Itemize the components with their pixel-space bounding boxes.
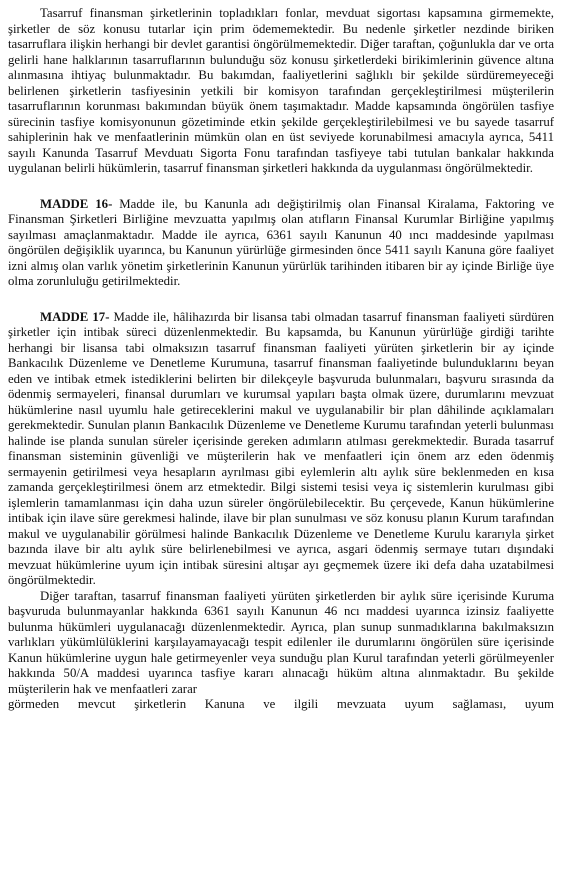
closing-paragraph: Diğer taraftan, tasarruf finansman faaliyeti yürüten şirketlerden bir aylık süre içerisinde Kuruma başvuruda bulunmayanlar hakkında 6361 sayılı Kanunun 46 ncı maddesi uyarınca izinsiz faaliyette bulunma hükümleri uygulanacağı düzenlenmektedir. Ayrıca, plan sunup sunmadıklarına bakılmaksızın varlıkları yükümlülüklerini karşılayamayacağı tespit edilenler ile durumlarını öngörülen süre içerisinde Kanun hükümlerine uygun hale getirmeyenler veya sunduğu plan Kurul tarafından yeterli görülmeyenler hakkında 50/A maddesi uyarınca tasfiye kararı alınacağı hüküm altına alınmaktadır. Bu şekilde müşterilerin hak ve menfaatleri zarar	[8, 588, 554, 696]
paragraph-spacer	[8, 290, 554, 310]
article-16-label: MADDE 16-	[40, 196, 113, 211]
closing-paragraph-last-line: görmeden mevcut şirketlerin Kanuna ve ilgili mevzuata uyum sağlaması, uyum	[8, 697, 554, 711]
document-body	[8, 6, 554, 713]
paragraph-spacer	[8, 177, 554, 197]
article-17-paragraph	[8, 310, 554, 589]
article-16-paragraph	[8, 197, 554, 290]
article-17-text: Madde ile, hâlihazırda bir lisansa tabi olmadan tasarruf finansman faaliyeti sürdüren şirketler için intibak süreci düzenlenmektedir. Bu kapsamda, bu Kanunun yürürlüğe girdiği tarihte herhangi bir lisansa tabi olmaksızın tasarruf finansman faaliyeti yürüten şirketlerin bir ay içinde Bankacılık Düzenleme ve Denetleme Kurumuna, tasarruf finansman faaliyetinde bulunduklarını beyan eden ve intibak etmek istediklerini belirten bir dilekçeyle başvuruda bulunmaları, başvuru sırasında da ödenmiş sermayeleri, finansal durumları ve kurumsal yapıları başta olmak üzere, durumlarını mevzuat hükümlerine nasıl uyumlu hale getireceklerini makul ve uygulanabilir bir plan dâhilinde açıklamaları gerekmektedir. Sunulan planın Bankacılık Düzenleme ve Denetleme Kurumu tarafından yeterli bulunması halinde ise planda sunulan süreler içerisinde gereken adımların atılması gerekmektedir. Burada tasarruf finansman sisteminin güvenliği ve müşterilerin hak ve menfaatleri için önem arz eden ödenmiş sermayenin getirilmesi veya hesapların ayrılması gibi eylemlerin altı aylık süre beklenmeden en kısa zamanda gerçekleştirilmesi önem arz etmektedir. Bilgi sistemi tesisi veya iç sistemlerin kurulması gibi işlemlerin tamamlanması için daha uzun süreler öngörülebilecektir. Bu çerçevede, Kanun hükümlerine intibak için ilave süre gerekmesi halinde, ilave bir plan sunulması ve söz konusu planın Kurum tarafından makul ve uygulanabilir görülmesi halinde Bankacılık Düzenleme ve Denetleme Kurulu kararıyla şirket bazında ilave bir altı aylık süre belirlenebilmesi ve ayrıca, asgari ödenmiş sermaye tutarı dışındaki mevzuat hükümlerine uyum için intibak süresini altışar ayı geçmemek üzere iki defa daha uzatabilmesi öngörülmektedir.	[8, 309, 554, 587]
article-16-text: Madde ile, bu Kanunla adı değiştirilmiş olan Finansal Kiralama, Faktoring ve Finansman Şirketleri Birliğine mevzuatta yapılmış olan atıfların Finansal Kurumlar Birliğine yapılmış sayılması amaçlanmaktadır. Madde ile ayrıca, 6361 sayılı Kanunun 40 ıncı maddesinde yapılması öngörülen değişiklik uyarınca, bu Kanunun yürürlüğe girmesinden önce 5411 sayılı Kanuna göre faaliyet izni almış olan varlık yönetim şirketlerinin Kanunun yürürlük tarihinden itibaren bir ay içinde Birliğe üye olma zorunluluğu getirilmektedir.	[8, 196, 554, 288]
article-17-label: MADDE 17-	[40, 309, 110, 324]
intro-paragraph: Tasarruf finansman şirketlerinin topladıkları fonlar, mevduat sigortası kapsamına girmemekte, şirketler de söz konusu tutarlar için prim ödememektedir. Bu nedenle şirketler nezdinde biriken tasarruflara ilişkin herhangi bir devlet garantisi öngörülmemektedir. Diğer taraftan, çoğunlukla dar ve orta gelirli hane halklarının tasarruflarının bulunduğu söz konusu şirketlerdeki birikimlerinin güvence altına alınmasına ihtiyaç bulunmaktadır. Bu bakımdan, faaliyetlerini sağlıklı bir şekilde sürdüremeyeceği belirlenen şirketlerin tasfiyesinin yetkili bir komisyon tarafından gerçekleştirilmesi müşterilerin tasarruflarının korunması bakımından büyük önem taşımaktadır. Madde kapsamında öngörülen tasfiye sürecinin tasfiye komisyonunun gözetiminde etkin şekilde gerçekleştirilebilmesi ve bu sayede tasarruf sahiplerinin hak ve menfaatlerinin mümkün olan en üst seviyede korunabilmesi amacıyla ayrıca, 5411 sayılı Kanunda Tasarruf Mevduatı Sigorta Fonu tarafından tasfiyeye tabi tutulan bankalar hakkında uygulanan belirli hükümlerin, tasarruf finansman şirketleri hakkında da uygulanması öngörülmektedir.	[8, 6, 554, 175]
